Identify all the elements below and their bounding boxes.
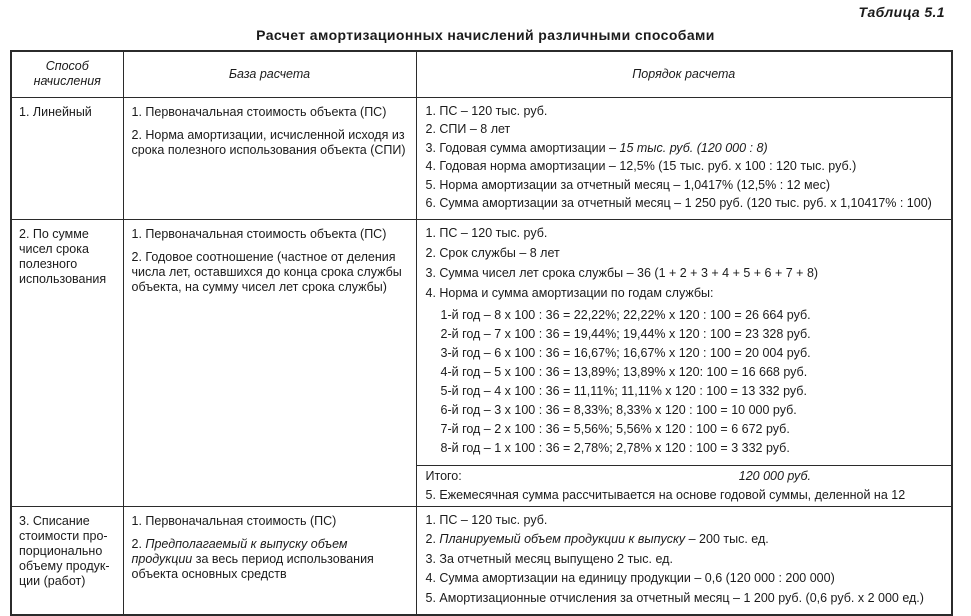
method-cell: 2. По сумме чисел срока полезного использования [11, 219, 123, 506]
total-label: Итого: [425, 468, 462, 483]
procedure-cell [416, 506, 952, 615]
procedure-item: 5. Амортизационные отчисления за отчетный месяц – 1 200 руб. (0,6 руб. х 2 000 ед.) [425, 590, 924, 605]
procedure-item: 5. Ежемесячная сумма рассчитывается на основе годовой суммы, деленной на 12 [425, 487, 906, 502]
base-cell [123, 97, 416, 219]
table-row-units-of-production [11, 506, 952, 615]
base-item: 2. Норма амортизации, исчисленной исходя из срока полезного использования объекта (СПИ) [131, 127, 406, 157]
procedure-item: 1. ПС – 120 тыс. руб. [425, 225, 548, 240]
col-header-base: База расчета [123, 51, 416, 97]
procedure-item: 3. Годовая сумма амортизации – 15 тыс. руб. (120 000 : 8) [425, 140, 768, 155]
base-cell [123, 506, 416, 615]
table-row-linear [11, 97, 952, 219]
procedure-item: 4. Сумма амортизации на единицу продукции – 0,6 (120 000 : 200 000) [425, 571, 835, 585]
procedure-item: 2. Планируемый объем продукции к выпуску – 200 тыс. ед. [425, 532, 769, 546]
procedure-item: 2. Срок службы – 8 лет [425, 245, 560, 260]
procedure-item: 1. ПС – 120 тыс. руб. [425, 103, 548, 118]
method-cell: 3. Списание стоимости пропорционально объему продукции (работ) [11, 506, 123, 615]
year-line: 6-й год – 3 х 100 : 36 = 8,33%; 8,33% х 120 : 100 = 10 000 руб. [440, 402, 797, 417]
depreciation-methods-table [10, 50, 953, 616]
procedure-item: 4. Норма и сумма амортизации по годам службы: [425, 285, 714, 300]
base-cell [123, 219, 416, 506]
total-value: 120 000 руб. [738, 468, 811, 483]
procedure-item: 3. Сумма чисел лет срока службы – 36 (1 + 2 + 3 + 4 + 5 + 6 + 7 + 8) [425, 265, 819, 280]
procedure-item: 1. ПС – 120 тыс. руб. [425, 512, 548, 527]
base-item: 1. Первоначальная стоимость (ПС) [131, 513, 337, 528]
year-line: 4-й год – 5 х 100 : 36 = 13,89%; 13,89% х 120: 100 = 16 668 руб. [440, 364, 808, 379]
header-row [11, 51, 952, 97]
procedure-cell [416, 97, 952, 219]
total-row [417, 465, 952, 486]
base-item: 1. Первоначальная стоимость объекта (ПС) [131, 226, 387, 241]
year-line: 8-й год – 1 х 100 : 36 = 2,78%; 2,78% х 120 : 100 = 3 332 руб. [440, 440, 790, 455]
procedure-item: 3. За отчетный месяц выпущено 2 тыс. ед. [425, 551, 673, 566]
year-line: 1-й год – 8 х 100 : 36 = 22,22%; 22,22% х 120 : 100 = 26 664 руб. [440, 307, 811, 322]
table-row-sum-of-years [11, 219, 952, 506]
table-number-label: Таблица 5.1 [858, 4, 945, 20]
base-item: 2. Годовое соотношение (частное от деления числа лет, оставшихся до конца срока службы объекта, на сумму чисел лет срока службы) [131, 249, 402, 294]
year-line: 2-й год – 7 х 100 : 36 = 19,44%; 19,44% х 120 : 100 = 23 328 руб. [440, 326, 811, 341]
year-line: 7-й год – 2 х 100 : 36 = 5,56%; 5,56% х 120 : 100 = 6 672 руб. [440, 421, 790, 436]
procedure-cell [416, 219, 952, 506]
procedure-item: 2. СПИ – 8 лет [425, 122, 511, 136]
procedure-item: 5. Норма амортизации за отчетный месяц – 1,0417% (12,5% : 12 мес) [425, 177, 830, 192]
yearly-depreciation-list [426, 306, 944, 458]
year-line: 5-й год – 4 х 100 : 36 = 11,11%; 11,11% х 120 : 100 = 13 332 руб. [440, 383, 807, 398]
procedure-item: 4. Годовая норма амортизации – 12,5% (15 тыс. руб. х 100 : 120 тыс. руб.) [425, 159, 857, 173]
method-cell: 1. Линейный [11, 97, 123, 219]
col-header-method: Способ начисления [11, 51, 123, 97]
base-item: 2. Предполагаемый к выпуску объем продукции за весь период использования объекта основных средств [131, 536, 374, 581]
page-title: Расчет амортизационных начислений различными способами [256, 27, 715, 43]
base-item: 1. Первоначальная стоимость объекта (ПС) [131, 104, 387, 119]
year-line: 3-й год – 6 х 100 : 36 = 16,67%; 16,67% х 120 : 100 = 20 004 руб. [440, 345, 811, 360]
procedure-item: 6. Сумма амортизации за отчетный месяц – 1 250 руб. (120 тыс. руб. х 1,10417% : 100) [425, 196, 932, 210]
col-header-procedure: Порядок расчета [416, 51, 952, 97]
